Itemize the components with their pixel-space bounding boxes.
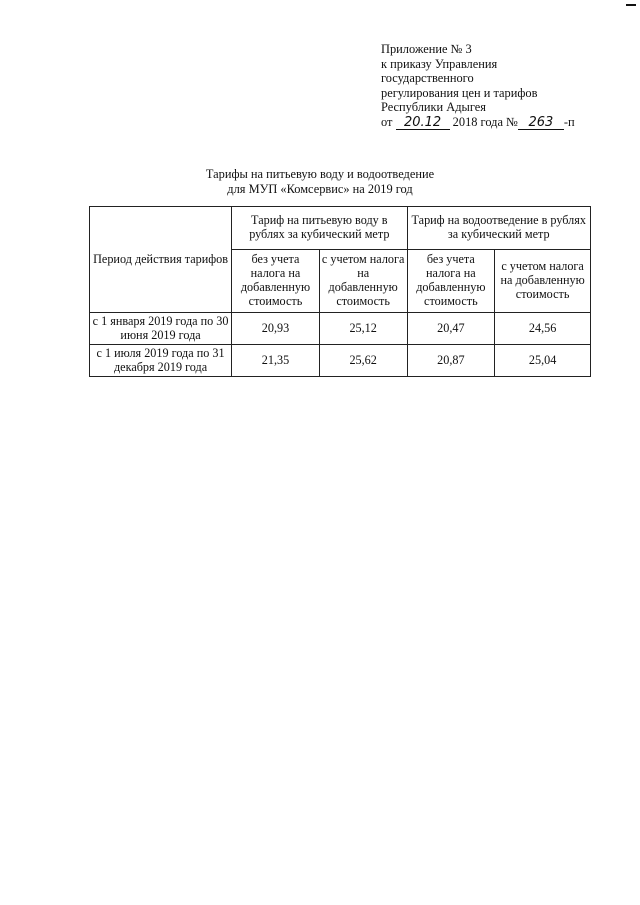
value-cell: 21,35 bbox=[232, 345, 320, 377]
appendix-line: Республики Адыгея bbox=[381, 100, 486, 115]
value-cell: 20,93 bbox=[232, 313, 320, 345]
title-line-1: Тарифы на питьевую воду и водоотведение bbox=[205, 167, 435, 181]
appendix-line: государственного bbox=[381, 71, 474, 86]
sub-header: без учета налога на добавленную стоимость bbox=[407, 250, 495, 313]
table-header-row bbox=[90, 207, 591, 250]
water-group-header bbox=[232, 207, 407, 250]
order-suffix: -п bbox=[563, 114, 575, 129]
year-text: 2018 года № bbox=[452, 114, 518, 129]
page-corner-mark bbox=[626, 4, 636, 6]
period-cell: с 1 июля 2019 года по 31 декабря 2019 года bbox=[90, 345, 232, 377]
period-header-text: Период действия тарифов bbox=[93, 251, 228, 266]
sewer-group-header bbox=[407, 207, 591, 250]
period-cell: с 1 января 2019 года по 30 июня 2019 года bbox=[90, 313, 232, 345]
handwritten-order-number: 263 bbox=[518, 117, 564, 130]
tariff-table bbox=[89, 206, 591, 377]
sub-header: без учета налога на добавленную стоимость bbox=[232, 250, 320, 313]
value-cell: 25,12 bbox=[319, 313, 407, 345]
sub-header: с учетом налога на добавленную стоимость bbox=[319, 250, 407, 313]
water-group-header-text: Тариф на питьевую воду в рублях за кубический метр bbox=[249, 213, 390, 241]
value-cell: 25,62 bbox=[319, 345, 407, 377]
appendix-line: Приложение № 3 bbox=[381, 42, 472, 56]
table-row bbox=[90, 313, 591, 345]
value-cell: 20,47 bbox=[407, 313, 495, 345]
table-row bbox=[90, 345, 591, 377]
sewer-group-header-text: Тариф на водоотведение в рублях за кубический метр bbox=[411, 213, 586, 241]
date-prefix: от bbox=[381, 114, 393, 129]
value-cell: 25,04 bbox=[495, 345, 591, 377]
appendix-line: к приказу Управления bbox=[381, 56, 498, 71]
period-header bbox=[90, 207, 232, 313]
title-line-2: для МУП «Комсервис» на 2019 год bbox=[227, 181, 413, 196]
value-cell: 20,87 bbox=[407, 345, 495, 377]
sub-header: с учетом налога на добавленную стоимость bbox=[495, 250, 591, 313]
document-title bbox=[0, 167, 640, 196]
order-date-line bbox=[381, 115, 631, 130]
handwritten-date: 20.12 bbox=[396, 117, 450, 130]
value-cell: 24,56 bbox=[495, 313, 591, 345]
appendix-line: регулирования цен и тарифов bbox=[381, 85, 538, 100]
appendix-block bbox=[381, 42, 631, 130]
